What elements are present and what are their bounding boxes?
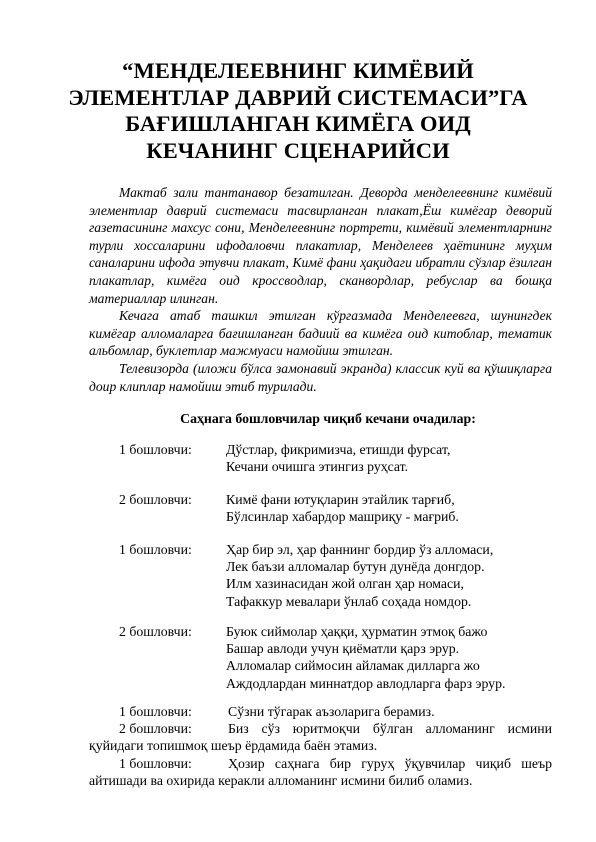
verse-line: Тафаккур мевалари ўнлаб соҳада номдор. <box>226 593 472 609</box>
speaker-label: 2 бошловчи: <box>119 721 192 737</box>
verse-lines <box>226 623 505 692</box>
intro-paragraph: Мактаб зали тантанавор безатилган. Деворда менделеевнинг кимёвий элементлар даврий системаси тасвирланган плакат,Ёш кимёгар деворий газетасининг махсус сони, Менделеевнинг портрети, кимёвий элементларнинг турли хоссаларини ифодаловчи плакатлар, Менделеев ҳаётининг муҳим саналарини ифода этувчи плакат, Кимё фани ҳақидаги ибратли сўзлар ёзилган плакатлар, кимёга оид кроссвoдлар, сканвордлар, ребуслар ва бошқа материаллар илинган. <box>89 185 552 306</box>
dialogue-text: Сўзни тўгарак аъзоларига берамиз. <box>228 704 435 719</box>
verse-line: Кечани очишга этингиз руҳсат. <box>226 459 409 475</box>
dialogue-row <box>89 720 552 754</box>
speaker-label: 1 бошловчи: <box>119 755 192 771</box>
intro-paragraph: Кечага атаб ташкил этилган кўргазмада Менделеевга, шунингдек кимёгар алломаларга бағишланган бадиий ва кимёга оид китоблар, тематик альбомлар, буклетлар мажмуаси намойиш этилган. <box>89 308 552 359</box>
dialogue-text: Ҳозир саҳнага бир гуруҳ ўқувчилар чиқиб шеър айтишади ва охирида керакли алломанинг исмини билиб оламиз. <box>89 755 552 788</box>
verse-line: Ҳар бир эл, ҳар фаннинг бордир ўз алломаси, <box>226 542 494 557</box>
speaker-label: 2 бошловчи: <box>119 624 192 639</box>
dialogue-row <box>89 755 552 789</box>
dialogue-row <box>89 703 552 720</box>
speaker-label: 1 бошловчи: <box>119 704 192 719</box>
intro-description <box>89 184 552 395</box>
section-heading: Саҳнага бошловчилар чиқиб кечани очадилар: <box>180 411 476 426</box>
speaker-label: 2 бошловчи: <box>119 492 192 507</box>
title-line: “МЕНДЕЛЕЕВНИНГ КИМЁВИЙ <box>122 58 474 83</box>
verse-line: Бўлсинлар хабардор машриқу - мағриб. <box>226 509 459 525</box>
document-title <box>60 58 536 164</box>
speaker-label: 1 бошловчи: <box>119 542 192 557</box>
speaker-label: 1 бошловчи: <box>119 442 192 457</box>
verse-line: Башар авлоди учун қиёматли қарз эрур. <box>226 641 460 657</box>
verse-line: Буюк сиймолар ҳаққи, ҳурматин этмоқ бажо <box>226 624 488 639</box>
verse-line: Дўстлар, фикримизча, етишди фурсат, <box>226 442 451 457</box>
closing-dialogue <box>89 703 552 789</box>
verse-line: Алломалар сиймосин айламак дилларга жо <box>226 658 480 674</box>
verse-line: Лек баъзи алломалар бутун дунёда донгдор. <box>226 559 485 575</box>
verse-lines <box>226 441 450 475</box>
verse-line: Аждодлардан миннатдор авлодларга фарз эрур. <box>226 675 506 691</box>
dialogue-text: Биз сўз юритмоқчи бўлган алломанинг исмини қуйидаги топишмоқ шеър ёрдамида баён этамиз. <box>89 721 552 754</box>
title-line: КЕЧАНИНГ СЦЕНАРИЙСИ <box>146 137 450 163</box>
verse-line: Кимё фани ютуқларин этайлик тарғиб, <box>226 492 455 507</box>
verse-lines <box>226 491 459 525</box>
verse-line: Илм хазинасидан жой олган ҳар номаси, <box>226 576 464 592</box>
verse-lines <box>226 541 493 610</box>
title-line: ЭЛЕМЕНТЛАР ДАВРИЙ СИСТЕМАСИ”ГА <box>68 84 528 110</box>
intro-paragraph: Телевизорда (иложи бўлса замонавий экранда) классик куй ва қўшиқларга доир клиплар намойиш этиб турилади. <box>89 360 552 394</box>
title-line: БАҒИШЛАНГАН КИМЁГА ОИД <box>125 111 471 136</box>
